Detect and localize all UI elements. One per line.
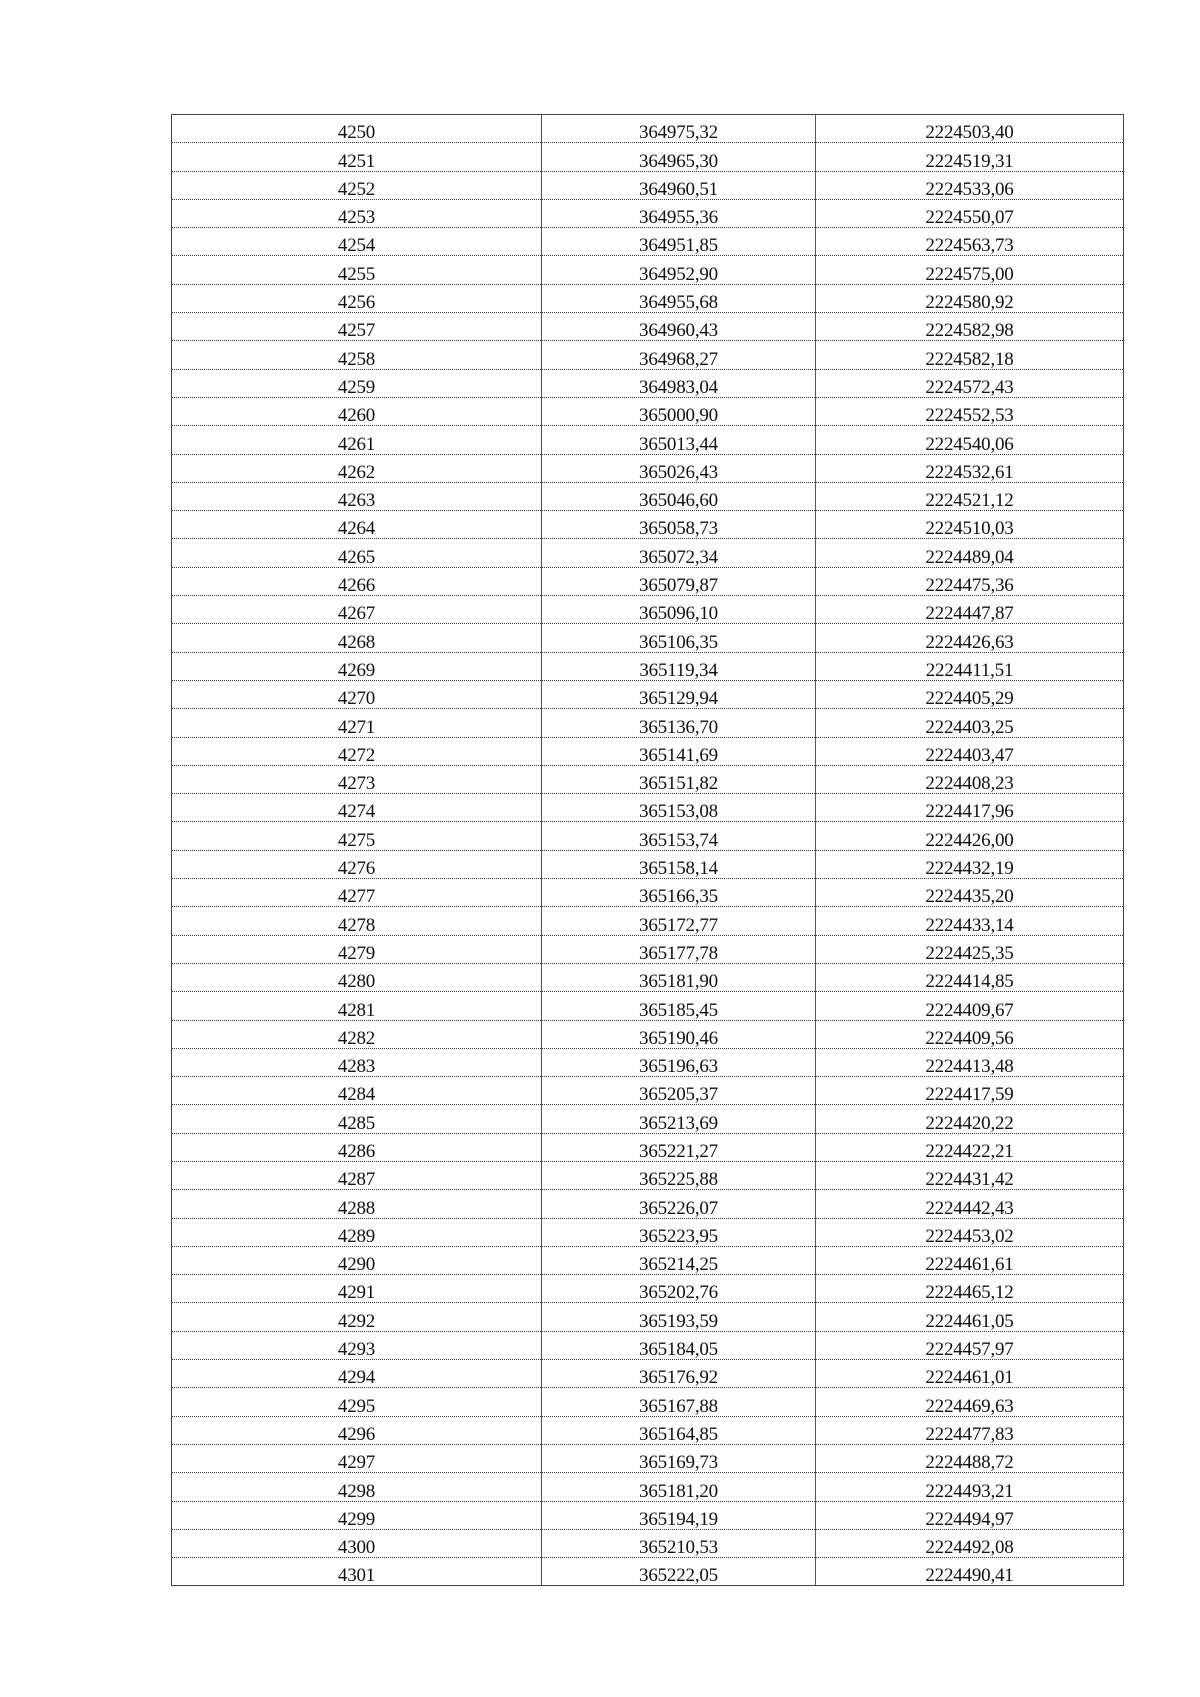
y-coordinate-cell: 2224403,25 — [816, 709, 1124, 737]
point-number-cell: 4270 — [172, 680, 542, 708]
x-coordinate-cell: 364955,36 — [542, 199, 816, 227]
y-coordinate-cell: 2224494,97 — [816, 1501, 1124, 1529]
y-coordinate-cell: 2224477,83 — [816, 1416, 1124, 1444]
x-coordinate-cell: 364960,51 — [542, 171, 816, 199]
y-coordinate-cell: 2224572,43 — [816, 369, 1124, 397]
table-row — [172, 1246, 1124, 1274]
point-number-cell: 4286 — [172, 1133, 542, 1161]
table-row — [172, 1190, 1124, 1218]
x-coordinate-cell: 365013,44 — [542, 426, 816, 454]
table-row — [172, 992, 1124, 1020]
table-row — [172, 1077, 1124, 1105]
y-coordinate-cell: 2224563,73 — [816, 228, 1124, 256]
y-coordinate-cell: 2224453,02 — [816, 1218, 1124, 1246]
x-coordinate-cell: 365153,74 — [542, 822, 816, 850]
table-row — [172, 1303, 1124, 1331]
point-number-cell: 4297 — [172, 1444, 542, 1472]
table-row — [172, 1105, 1124, 1133]
x-coordinate-cell: 365193,59 — [542, 1303, 816, 1331]
point-number-cell: 4252 — [172, 171, 542, 199]
point-number-cell: 4301 — [172, 1558, 542, 1586]
x-coordinate-cell: 365119,34 — [542, 652, 816, 680]
point-number-cell: 4291 — [172, 1275, 542, 1303]
point-number-cell: 4276 — [172, 850, 542, 878]
point-number-cell: 4273 — [172, 765, 542, 793]
y-coordinate-cell: 2224442,43 — [816, 1190, 1124, 1218]
y-coordinate-cell: 2224413,48 — [816, 1048, 1124, 1076]
table-row — [172, 256, 1124, 284]
x-coordinate-cell: 365185,45 — [542, 992, 816, 1020]
y-coordinate-cell: 2224408,23 — [816, 765, 1124, 793]
y-coordinate-cell: 2224552,53 — [816, 397, 1124, 425]
y-coordinate-cell: 2224582,18 — [816, 341, 1124, 369]
point-number-cell: 4267 — [172, 596, 542, 624]
point-number-cell: 4275 — [172, 822, 542, 850]
point-number-cell: 4268 — [172, 624, 542, 652]
point-number-cell: 4256 — [172, 284, 542, 312]
y-coordinate-cell: 2224488,72 — [816, 1444, 1124, 1472]
x-coordinate-cell: 365225,88 — [542, 1161, 816, 1189]
y-coordinate-cell: 2224422,21 — [816, 1133, 1124, 1161]
point-number-cell: 4255 — [172, 256, 542, 284]
y-coordinate-cell: 2224433,14 — [816, 907, 1124, 935]
y-coordinate-cell: 2224521,12 — [816, 482, 1124, 510]
table-row — [172, 284, 1124, 312]
table-row — [172, 1161, 1124, 1189]
table-row — [172, 199, 1124, 227]
x-coordinate-cell: 365151,82 — [542, 765, 816, 793]
point-number-cell: 4257 — [172, 313, 542, 341]
point-number-cell: 4279 — [172, 935, 542, 963]
coordinates-table — [171, 114, 1124, 1586]
point-number-cell: 4264 — [172, 511, 542, 539]
y-coordinate-cell: 2224420,22 — [816, 1105, 1124, 1133]
point-number-cell: 4274 — [172, 794, 542, 822]
y-coordinate-cell: 2224432,19 — [816, 850, 1124, 878]
point-number-cell: 4287 — [172, 1161, 542, 1189]
table-row — [172, 1444, 1124, 1472]
point-number-cell: 4284 — [172, 1077, 542, 1105]
y-coordinate-cell: 2224550,07 — [816, 199, 1124, 227]
y-coordinate-cell: 2224411,51 — [816, 652, 1124, 680]
y-coordinate-cell: 2224409,67 — [816, 992, 1124, 1020]
point-number-cell: 4282 — [172, 1020, 542, 1048]
table-row — [172, 1416, 1124, 1444]
x-coordinate-cell: 364960,43 — [542, 313, 816, 341]
table-row — [172, 1133, 1124, 1161]
point-number-cell: 4296 — [172, 1416, 542, 1444]
x-coordinate-cell: 365096,10 — [542, 596, 816, 624]
y-coordinate-cell: 2224414,85 — [816, 963, 1124, 991]
y-coordinate-cell: 2224461,61 — [816, 1246, 1124, 1274]
table-row — [172, 369, 1124, 397]
table-row — [172, 709, 1124, 737]
x-coordinate-cell: 365158,14 — [542, 850, 816, 878]
table-row — [172, 850, 1124, 878]
y-coordinate-cell: 2224405,29 — [816, 680, 1124, 708]
point-number-cell: 4278 — [172, 907, 542, 935]
x-coordinate-cell: 365214,25 — [542, 1246, 816, 1274]
y-coordinate-cell: 2224492,08 — [816, 1529, 1124, 1557]
x-coordinate-cell: 365181,20 — [542, 1473, 816, 1501]
y-coordinate-cell: 2224431,42 — [816, 1161, 1124, 1189]
table-row — [172, 454, 1124, 482]
table-row — [172, 1360, 1124, 1388]
y-coordinate-cell: 2224457,97 — [816, 1331, 1124, 1359]
table-row — [172, 879, 1124, 907]
point-number-cell: 4272 — [172, 737, 542, 765]
x-coordinate-cell: 365079,87 — [542, 567, 816, 595]
x-coordinate-cell: 365166,35 — [542, 879, 816, 907]
table-row — [172, 171, 1124, 199]
y-coordinate-cell: 2224475,36 — [816, 567, 1124, 595]
x-coordinate-cell: 365177,78 — [542, 935, 816, 963]
point-number-cell: 4289 — [172, 1218, 542, 1246]
y-coordinate-cell: 2224417,59 — [816, 1077, 1124, 1105]
x-coordinate-cell: 364983,04 — [542, 369, 816, 397]
point-number-cell: 4263 — [172, 482, 542, 510]
table-row — [172, 426, 1124, 454]
table-row — [172, 1048, 1124, 1076]
point-number-cell: 4288 — [172, 1190, 542, 1218]
x-coordinate-cell: 365226,07 — [542, 1190, 816, 1218]
y-coordinate-cell: 2224403,47 — [816, 737, 1124, 765]
point-number-cell: 4253 — [172, 199, 542, 227]
x-coordinate-cell: 365213,69 — [542, 1105, 816, 1133]
x-coordinate-cell: 365205,37 — [542, 1077, 816, 1105]
point-number-cell: 4254 — [172, 228, 542, 256]
x-coordinate-cell: 365164,85 — [542, 1416, 816, 1444]
x-coordinate-cell: 364955,68 — [542, 284, 816, 312]
x-coordinate-cell: 365176,92 — [542, 1360, 816, 1388]
x-coordinate-cell: 365196,63 — [542, 1048, 816, 1076]
y-coordinate-cell: 2224489,04 — [816, 539, 1124, 567]
table-row — [172, 1388, 1124, 1416]
x-coordinate-cell: 365072,34 — [542, 539, 816, 567]
coordinates-table-body — [172, 115, 1124, 1586]
table-row — [172, 397, 1124, 425]
table-row — [172, 737, 1124, 765]
table-row — [172, 1331, 1124, 1359]
table-row — [172, 1020, 1124, 1048]
x-coordinate-cell: 365141,69 — [542, 737, 816, 765]
y-coordinate-cell: 2224447,87 — [816, 596, 1124, 624]
y-coordinate-cell: 2224582,98 — [816, 313, 1124, 341]
table-row — [172, 1275, 1124, 1303]
y-coordinate-cell: 2224409,56 — [816, 1020, 1124, 1048]
point-number-cell: 4258 — [172, 341, 542, 369]
point-number-cell: 4261 — [172, 426, 542, 454]
x-coordinate-cell: 365181,90 — [542, 963, 816, 991]
x-coordinate-cell: 365210,53 — [542, 1529, 816, 1557]
x-coordinate-cell: 364968,27 — [542, 341, 816, 369]
table-row — [172, 935, 1124, 963]
point-number-cell: 4293 — [172, 1331, 542, 1359]
point-number-cell: 4251 — [172, 143, 542, 171]
point-number-cell: 4265 — [172, 539, 542, 567]
x-coordinate-cell: 365172,77 — [542, 907, 816, 935]
table-row — [172, 482, 1124, 510]
point-number-cell: 4292 — [172, 1303, 542, 1331]
table-row — [172, 567, 1124, 595]
point-number-cell: 4294 — [172, 1360, 542, 1388]
x-coordinate-cell: 365058,73 — [542, 511, 816, 539]
table-row — [172, 822, 1124, 850]
x-coordinate-cell: 365106,35 — [542, 624, 816, 652]
x-coordinate-cell: 365000,90 — [542, 397, 816, 425]
table-row — [172, 794, 1124, 822]
x-coordinate-cell: 364975,32 — [542, 115, 816, 143]
table-row — [172, 652, 1124, 680]
y-coordinate-cell: 2224465,12 — [816, 1275, 1124, 1303]
table-row — [172, 115, 1124, 143]
point-number-cell: 4277 — [172, 879, 542, 907]
y-coordinate-cell: 2224533,06 — [816, 171, 1124, 199]
table-row — [172, 539, 1124, 567]
x-coordinate-cell: 365169,73 — [542, 1444, 816, 1472]
x-coordinate-cell: 365129,94 — [542, 680, 816, 708]
table-row — [172, 313, 1124, 341]
y-coordinate-cell: 2224493,21 — [816, 1473, 1124, 1501]
point-number-cell: 4299 — [172, 1501, 542, 1529]
x-coordinate-cell: 365046,60 — [542, 482, 816, 510]
table-row — [172, 511, 1124, 539]
x-coordinate-cell: 364952,90 — [542, 256, 816, 284]
y-coordinate-cell: 2224426,00 — [816, 822, 1124, 850]
point-number-cell: 4259 — [172, 369, 542, 397]
point-number-cell: 4280 — [172, 963, 542, 991]
table-row — [172, 341, 1124, 369]
y-coordinate-cell: 2224510,03 — [816, 511, 1124, 539]
point-number-cell: 4262 — [172, 454, 542, 482]
table-row — [172, 624, 1124, 652]
y-coordinate-cell: 2224426,63 — [816, 624, 1124, 652]
table-row — [172, 228, 1124, 256]
x-coordinate-cell: 364951,85 — [542, 228, 816, 256]
point-number-cell: 4295 — [172, 1388, 542, 1416]
point-number-cell: 4269 — [172, 652, 542, 680]
point-number-cell: 4260 — [172, 397, 542, 425]
table-row — [172, 680, 1124, 708]
y-coordinate-cell: 2224532,61 — [816, 454, 1124, 482]
y-coordinate-cell: 2224575,00 — [816, 256, 1124, 284]
table-row — [172, 1529, 1124, 1557]
y-coordinate-cell: 2224580,92 — [816, 284, 1124, 312]
table-row — [172, 1473, 1124, 1501]
x-coordinate-cell: 364965,30 — [542, 143, 816, 171]
table-row — [172, 765, 1124, 793]
y-coordinate-cell: 2224461,05 — [816, 1303, 1124, 1331]
table-row — [172, 1501, 1124, 1529]
point-number-cell: 4266 — [172, 567, 542, 595]
x-coordinate-cell: 365223,95 — [542, 1218, 816, 1246]
y-coordinate-cell: 2224435,20 — [816, 879, 1124, 907]
x-coordinate-cell: 365167,88 — [542, 1388, 816, 1416]
point-number-cell: 4283 — [172, 1048, 542, 1076]
point-number-cell: 4250 — [172, 115, 542, 143]
point-number-cell: 4281 — [172, 992, 542, 1020]
x-coordinate-cell: 365026,43 — [542, 454, 816, 482]
x-coordinate-cell: 365153,08 — [542, 794, 816, 822]
table-row — [172, 1218, 1124, 1246]
x-coordinate-cell: 365202,76 — [542, 1275, 816, 1303]
x-coordinate-cell: 365190,46 — [542, 1020, 816, 1048]
x-coordinate-cell: 365136,70 — [542, 709, 816, 737]
y-coordinate-cell: 2224417,96 — [816, 794, 1124, 822]
y-coordinate-cell: 2224469,63 — [816, 1388, 1124, 1416]
x-coordinate-cell: 365221,27 — [542, 1133, 816, 1161]
x-coordinate-cell: 365222,05 — [542, 1558, 816, 1586]
y-coordinate-cell: 2224519,31 — [816, 143, 1124, 171]
table-row — [172, 143, 1124, 171]
table-row — [172, 963, 1124, 991]
x-coordinate-cell: 365194,19 — [542, 1501, 816, 1529]
point-number-cell: 4285 — [172, 1105, 542, 1133]
y-coordinate-cell: 2224461,01 — [816, 1360, 1124, 1388]
y-coordinate-cell: 2224425,35 — [816, 935, 1124, 963]
x-coordinate-cell: 365184,05 — [542, 1331, 816, 1359]
y-coordinate-cell: 2224503,40 — [816, 115, 1124, 143]
point-number-cell: 4300 — [172, 1529, 542, 1557]
table-row — [172, 1558, 1124, 1586]
point-number-cell: 4298 — [172, 1473, 542, 1501]
y-coordinate-cell: 2224540,06 — [816, 426, 1124, 454]
table-row — [172, 907, 1124, 935]
point-number-cell: 4271 — [172, 709, 542, 737]
point-number-cell: 4290 — [172, 1246, 542, 1274]
table-row — [172, 596, 1124, 624]
y-coordinate-cell: 2224490,41 — [816, 1558, 1124, 1586]
